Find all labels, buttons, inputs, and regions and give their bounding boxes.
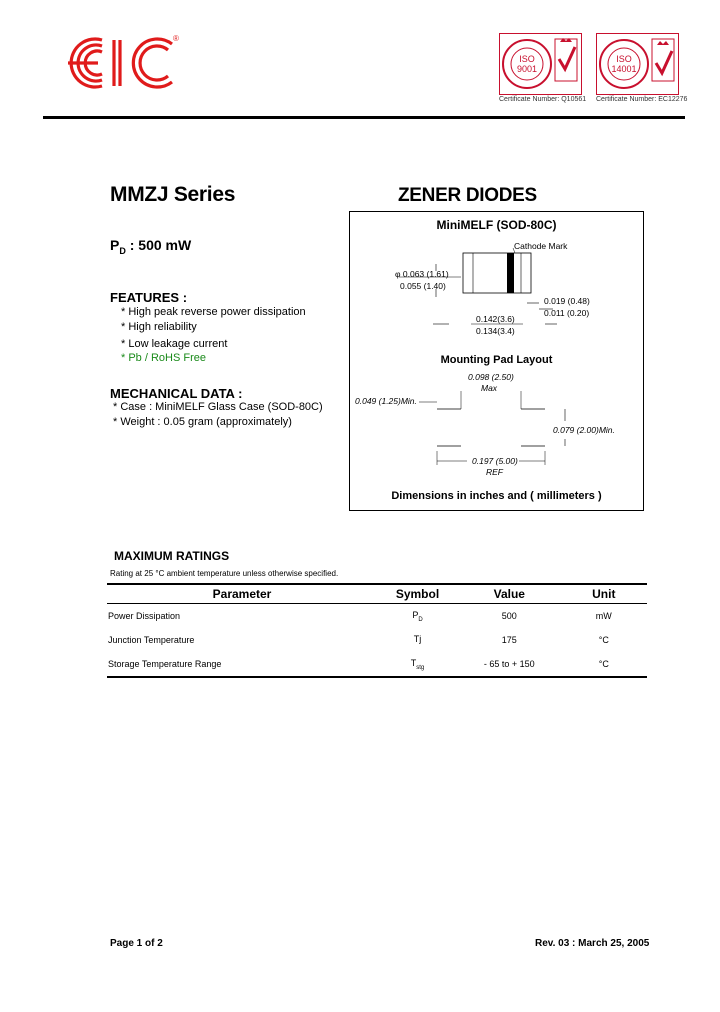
length-max: 0.142(3.6) [476, 314, 515, 324]
cert-number-14001: Certificate Number: EC12276 [596, 96, 688, 103]
unit-cell: °C [598, 635, 609, 645]
eic-logo [60, 28, 185, 98]
iso-9001-cert-seal [499, 33, 582, 95]
symbol-cell: $P_D$ [412, 609, 423, 623]
features-title: FEATURES : [110, 290, 188, 305]
total-length: 0.197 (5.00) [472, 456, 518, 466]
package-title: MiniMELF (SOD-80C) [436, 218, 557, 232]
page-number: Page 1 of 2 [110, 938, 163, 949]
table-row [107, 604, 647, 629]
table-header-row [107, 585, 647, 604]
pad-width-note: Max [481, 383, 498, 393]
svg-text:14001: 14001 [611, 64, 637, 74]
max-ratings-title: MAXIMUM RATINGS [114, 549, 230, 563]
end-cap-min: 0.011 (0.20) [544, 308, 590, 318]
cert-number-9001: Certificate Number: Q10561 [499, 96, 587, 103]
value-cell: 500 [501, 611, 517, 621]
ratings-note: Rating at 25 °C ambient temperature unless otherwise specified. [110, 569, 339, 578]
iso-14001-cert-seal [596, 33, 679, 95]
col-symbol: Symbol [377, 585, 458, 604]
feature-item-rohs: * Pb / RoHS Free [121, 352, 206, 364]
pad-gap: 0.049 (1.25)Min. [355, 396, 417, 406]
col-value: Value [458, 585, 561, 604]
mechanical-item: * Case : MiniMELF Glass Case (SOD-80C) [113, 401, 323, 413]
svg-text:ISO: ISO [616, 54, 632, 64]
table-row [107, 628, 647, 652]
feature-item: * Low leakage current [121, 338, 228, 350]
value-cell: - 65 to + 150 [483, 659, 535, 669]
mounting-pad-title: Mounting Pad Layout [440, 354, 553, 366]
header-rule [43, 116, 685, 119]
param-cell: Junction Temperature [108, 635, 195, 645]
pad-height: 0.079 (2.00)Min. [553, 425, 615, 435]
end-cap-max: 0.019 (0.48) [544, 296, 590, 306]
cathode-mark-label: Cathode Mark [514, 241, 568, 251]
mechanical-item: * Weight : 0.05 gram (approximately) [113, 416, 292, 428]
param-cell: Storage Temperature Range [108, 659, 222, 669]
product-category: ZENER DIODES [398, 185, 537, 206]
revision-date: Rev. 03 : March 25, 2005 [535, 938, 650, 949]
svg-text:ISO: ISO [519, 54, 535, 64]
symbol-cell: Tj [413, 633, 422, 644]
value-cell: 175 [501, 635, 517, 645]
svg-text:®: ® [173, 34, 179, 43]
dimensions-caption: Dimensions in inches and ( millimeters ) [391, 490, 602, 502]
unit-cell: mW [595, 611, 612, 621]
series-title: MMZJ Series [110, 183, 236, 206]
svg-text:9001: 9001 [516, 64, 538, 74]
unit-cell: °C [598, 659, 609, 669]
diameter-min: 0.055 (1.40) [400, 281, 446, 291]
feature-item: * High reliability [121, 321, 197, 333]
power-dissipation-spec: $P_D$ : 500 mW [110, 237, 192, 256]
symbol-cell: $T_{stg}$ [410, 657, 425, 671]
pad-width: 0.098 (2.50) [468, 372, 514, 382]
ratings-table [107, 583, 647, 678]
table-row [107, 652, 647, 676]
length-min: 0.134(3.4) [476, 326, 515, 336]
col-parameter: Parameter [107, 585, 377, 604]
param-cell: Power Dissipation [108, 611, 181, 621]
feature-item: * High peak reverse power dissipation [121, 306, 306, 318]
mechanical-title: MECHANICAL DATA : [110, 386, 243, 401]
col-unit: Unit [561, 585, 647, 604]
diameter-max: φ 0.063 (1.61) [395, 269, 449, 279]
total-length-note: REF [486, 467, 503, 477]
